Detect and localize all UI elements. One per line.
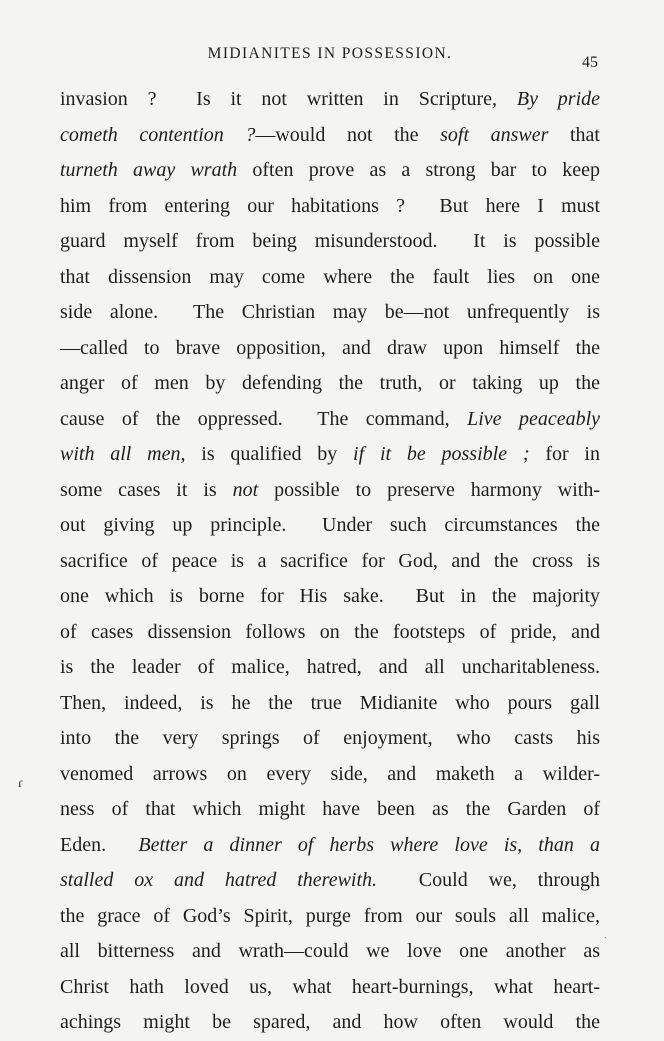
text-line [60, 473, 600, 509]
text-line [60, 508, 600, 544]
text-segment: of cases dissension follows on the footsteps of pride, and [60, 620, 600, 643]
text-segment: that [548, 123, 600, 146]
text-line [60, 331, 600, 367]
text-line [60, 153, 600, 189]
text-segment: into the very springs of enjoyment, who casts his [60, 727, 600, 749]
text-segment: guard myself from being misunderstood. It is possible [60, 230, 600, 252]
italic-text-segment: soft answer [440, 123, 549, 146]
text-line [60, 579, 600, 615]
text-segment: Christ hath loved us, what heart-burnings, what heart- [60, 975, 600, 998]
text-segment: Eden. [60, 833, 139, 856]
text-segment: out giving up principle. Under such circumstances the [60, 514, 600, 536]
body-text [60, 82, 600, 1041]
italic-text-segment: with all men, [60, 443, 186, 465]
text-segment: that dissension may come where the fault lies on one [60, 265, 600, 288]
running-title: MIDIANITES IN POSSESSION. [207, 45, 453, 62]
text-line [60, 295, 600, 331]
italic-text-segment: cometh contention ? [60, 123, 256, 146]
text-segment: some cases it is [60, 478, 233, 501]
text-line [60, 828, 600, 864]
text-segment: possible to preserve harmony with- [258, 478, 600, 501]
text-segment: the grace of God’s Spirit, purge from our souls all malice, [60, 904, 600, 927]
text-line [60, 189, 600, 225]
text-line [60, 402, 600, 438]
text-segment: all bitterness and wrath—could we love one another as [60, 940, 600, 962]
italic-text-segment: Better a dinner of herbs where love is, than a [138, 833, 601, 856]
text-segment: Then, indeed, is he the true Midianite who pours gall [60, 691, 600, 714]
text-segment: for in [529, 443, 600, 465]
italic-text-segment: stalled ox and hatred therewith. [60, 869, 378, 891]
text-segment: achings might be spared, and how often would the [60, 1011, 600, 1033]
italic-text-segment: Live peaceably [467, 407, 601, 430]
text-segment: him from entering our habitations ? But here I must [60, 194, 600, 217]
text-line [60, 118, 600, 154]
text-line [60, 437, 600, 473]
text-segment: anger of men by defending the truth, or taking up the [60, 372, 600, 394]
text-segment: —would not the [255, 123, 441, 146]
margin-mark: ɾ [18, 776, 23, 791]
text-segment: cause of the oppressed. The command, [60, 407, 468, 430]
italic-text-segment: if it be possible ; [353, 443, 530, 465]
text-segment: is the leader of malice, hatred, and all uncharitableness. [60, 656, 600, 678]
text-line [60, 792, 600, 828]
text-line [60, 686, 600, 722]
text-line [60, 82, 600, 118]
text-line [60, 260, 600, 296]
text-segment: side alone. The Christian may be—not unfrequently is [60, 301, 600, 323]
italic-text-segment: By pride [516, 88, 601, 110]
text-line [60, 366, 600, 402]
text-line [60, 1005, 600, 1041]
text-line [60, 544, 600, 580]
text-line [60, 899, 600, 935]
text-segment: one which is borne for His sake. But in the majority [60, 585, 600, 607]
text-segment: is qualified by [185, 443, 354, 465]
text-segment: Could we, through [377, 869, 600, 891]
corner-mark: ˎ [604, 928, 608, 939]
text-segment: invasion ? Is it not written in Scripture, [60, 88, 517, 110]
text-line [60, 863, 600, 899]
text-line [60, 224, 600, 260]
italic-text-segment: not [232, 478, 259, 501]
text-segment: —called to brave opposition, and draw upon himself the [60, 336, 600, 359]
text-segment: often prove as a strong bar to keep [237, 159, 601, 181]
text-line [60, 615, 600, 651]
page-number: 45 [582, 54, 598, 71]
text-segment: sacrifice of peace is a sacrifice for God, and the cross is [60, 549, 600, 572]
text-segment: venomed arrows on every side, and maketh a wilder- [60, 762, 600, 785]
text-line [60, 650, 600, 686]
text-line [60, 757, 600, 793]
text-segment: ness of that which might have been as the Garden of [60, 798, 600, 820]
text-line [60, 934, 600, 970]
text-line [60, 721, 600, 757]
italic-text-segment: turneth away wrath [60, 159, 238, 181]
